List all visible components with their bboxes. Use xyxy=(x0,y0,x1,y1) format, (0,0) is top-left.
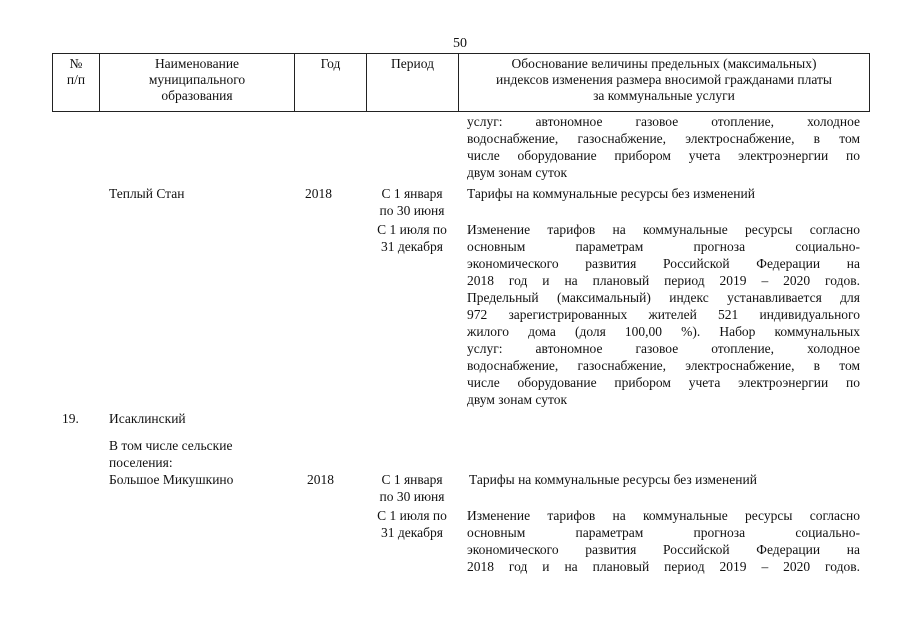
row-19-subheading: В том числе сельские поселения: xyxy=(109,438,233,470)
bolshoe-mikushkino-period-2: С 1 июля по 31 декабря xyxy=(377,508,447,540)
teply-stan-year: 2018 xyxy=(305,186,332,201)
continuation-text: услуг: автономное газовое отопление, холодное водоснабжение, газоснабжение, электроснабжение, в том числе оборудование прибором учета электроэнергии по двум зонам суток xyxy=(467,114,860,180)
bolshoe-mikushkino-basis-1: Тарифы на коммунальные ресурсы без изменений xyxy=(469,472,757,487)
bolshoe-mikushkino-basis-2: Изменение тарифов на коммунальные ресурсы согласно основным параметрам прогноза социально- экономического развития Российской Федерации на 2018 год и на плановый период 2019 – 2020 годов. xyxy=(467,508,860,574)
teply-stan-basis-2: Изменение тарифов на коммунальные ресурсы согласно основным параметрам прогноза социально- экономического развития Российской Федерации на 2018 год и на плановый период 2019 – 2020 годов. Предельный (максимальный) индекс устанавливается для 972 зарегистрированных жителей 521 индивидуального жилого дома (доля 100,00 %). Набор коммунальных услуг: автономное газовое отопление, холодное водоснабжение, газоснабжение, электроснабжение, в том числе оборудование прибором учета электроэнергии по двум зонам суток xyxy=(467,222,860,407)
bolshoe-mikushkino-name: Большое Микушкино xyxy=(109,472,234,487)
teply-stan-name: Теплый Стан xyxy=(109,186,185,201)
page-number: 50 xyxy=(453,36,467,51)
teply-stan-period-2: С 1 июля по 31 декабря xyxy=(377,222,447,254)
bolshoe-mikushkino-year: 2018 xyxy=(307,472,334,487)
header-name: Наименование муниципального образования xyxy=(99,53,294,112)
header-period: Период xyxy=(366,53,458,112)
header-basis: Обоснование величины предельных (максимальных) индексов изменения размера вносимой гражданами платы за коммунальные услуги xyxy=(458,53,870,112)
row-19-number: 19. xyxy=(62,411,79,426)
bolshoe-mikushkino-period-1: С 1 января по 30 июня xyxy=(379,472,445,504)
header-year: Год xyxy=(294,53,366,112)
header-num: № п/п xyxy=(52,53,99,112)
teply-stan-period-1: С 1 января по 30 июня xyxy=(379,186,445,218)
row-19-name: Исаклинский xyxy=(109,411,186,426)
teply-stan-basis-1: Тарифы на коммунальные ресурсы без изменений xyxy=(467,186,755,201)
